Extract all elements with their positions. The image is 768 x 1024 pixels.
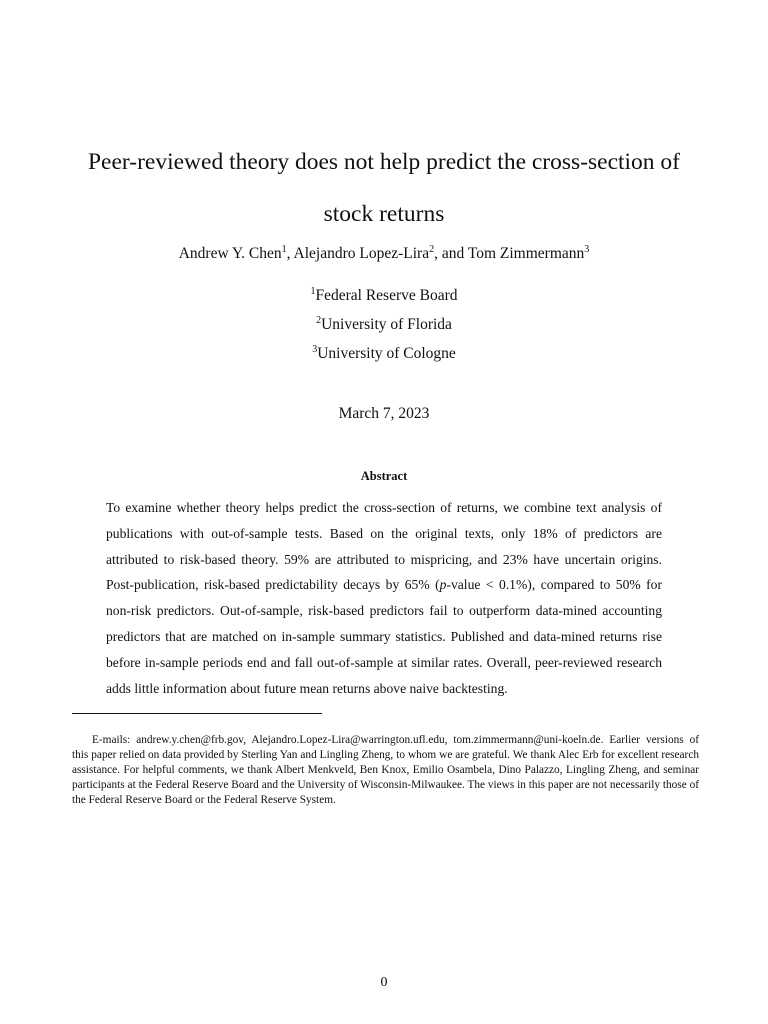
footnote: E-mails: andrew.y.chen@frb.gov, Alejandro.Lopez-Lira@warrington.ufl.edu, tom.zimmermann@uni-koeln.de. Earlier versions of this paper relied on data provided by Sterling Yan and Lingling Zheng, to whom we are grateful. We thank Alec Erb for excellent research assistance. For helpful comments, we thank Albert Menkveld, Ben Knox, Emilio Osambela, Dino Palazzo, Lingling Zheng, and seminar participants at the Federal Reserve Board and the University of Wisconsin-Milwaukee. The views in this paper are not necessarily those of the Federal Reserve Board or the Federal Reserve System.	[72, 734, 699, 806]
affiliation-1	[40, 285, 728, 307]
footnote-rule	[72, 713, 322, 714]
author-list	[40, 243, 728, 265]
title-line-1: Peer-reviewed theory does not help predict the cross-section of	[87, 149, 681, 175]
author-name: Alejandro Lopez-Lira	[293, 245, 430, 262]
abstract-text-part-1: To examine whether theory helps predict the cross-section of returns, we combine text analysis of publications with out-of-sample tests. Based on the original texts, only 18% of predictors are attributed to risk-based theory. 59% are attributed to mispricing, and 23% have uncertain origins. Post-publication, risk-based predictability decays by 65% (	[106, 500, 662, 593]
abstract-heading: Abstract	[360, 469, 408, 483]
author-affiliation-mark: 1	[281, 244, 287, 255]
paper-date: March 7, 2023	[338, 405, 430, 422]
abstract-text	[106, 495, 662, 701]
affiliation-name: University of Florida	[321, 316, 452, 333]
affiliation-mark: 2	[316, 315, 322, 326]
abstract-italic-p: p	[439, 577, 447, 593]
affiliation-name: Federal Reserve Board	[315, 287, 458, 304]
author-name: Tom Zimmermann	[467, 245, 585, 262]
affiliation-2	[40, 314, 728, 336]
author-affiliation-mark: 3	[584, 244, 590, 255]
affiliation-mark: 1	[310, 286, 316, 297]
abstract-text-part-2: -value < 0.1%), compared to 50% for non-risk predictors. Out-of-sample, risk-based predictors fail to outperform data-mined accounting predictors that are matched on in-sample summary statistics. Published and data-mined returns rise before in-sample periods end and fall out-of-sample at similar rates. Overall, peer-reviewed research adds little information about future mean returns above naive backtesting.	[106, 577, 663, 696]
author-separator: , and	[434, 245, 468, 262]
title-line-2: stock returns	[323, 201, 445, 227]
paper-title	[40, 136, 728, 240]
affiliation-3	[40, 343, 728, 365]
page-number: 0	[380, 975, 388, 990]
affiliation-mark: 3	[312, 344, 318, 355]
affiliation-name: University of Cologne	[317, 345, 456, 362]
author-separator: ,	[286, 245, 294, 262]
author-name: Andrew Y. Chen	[178, 245, 282, 262]
author-affiliation-mark: 2	[429, 244, 435, 255]
